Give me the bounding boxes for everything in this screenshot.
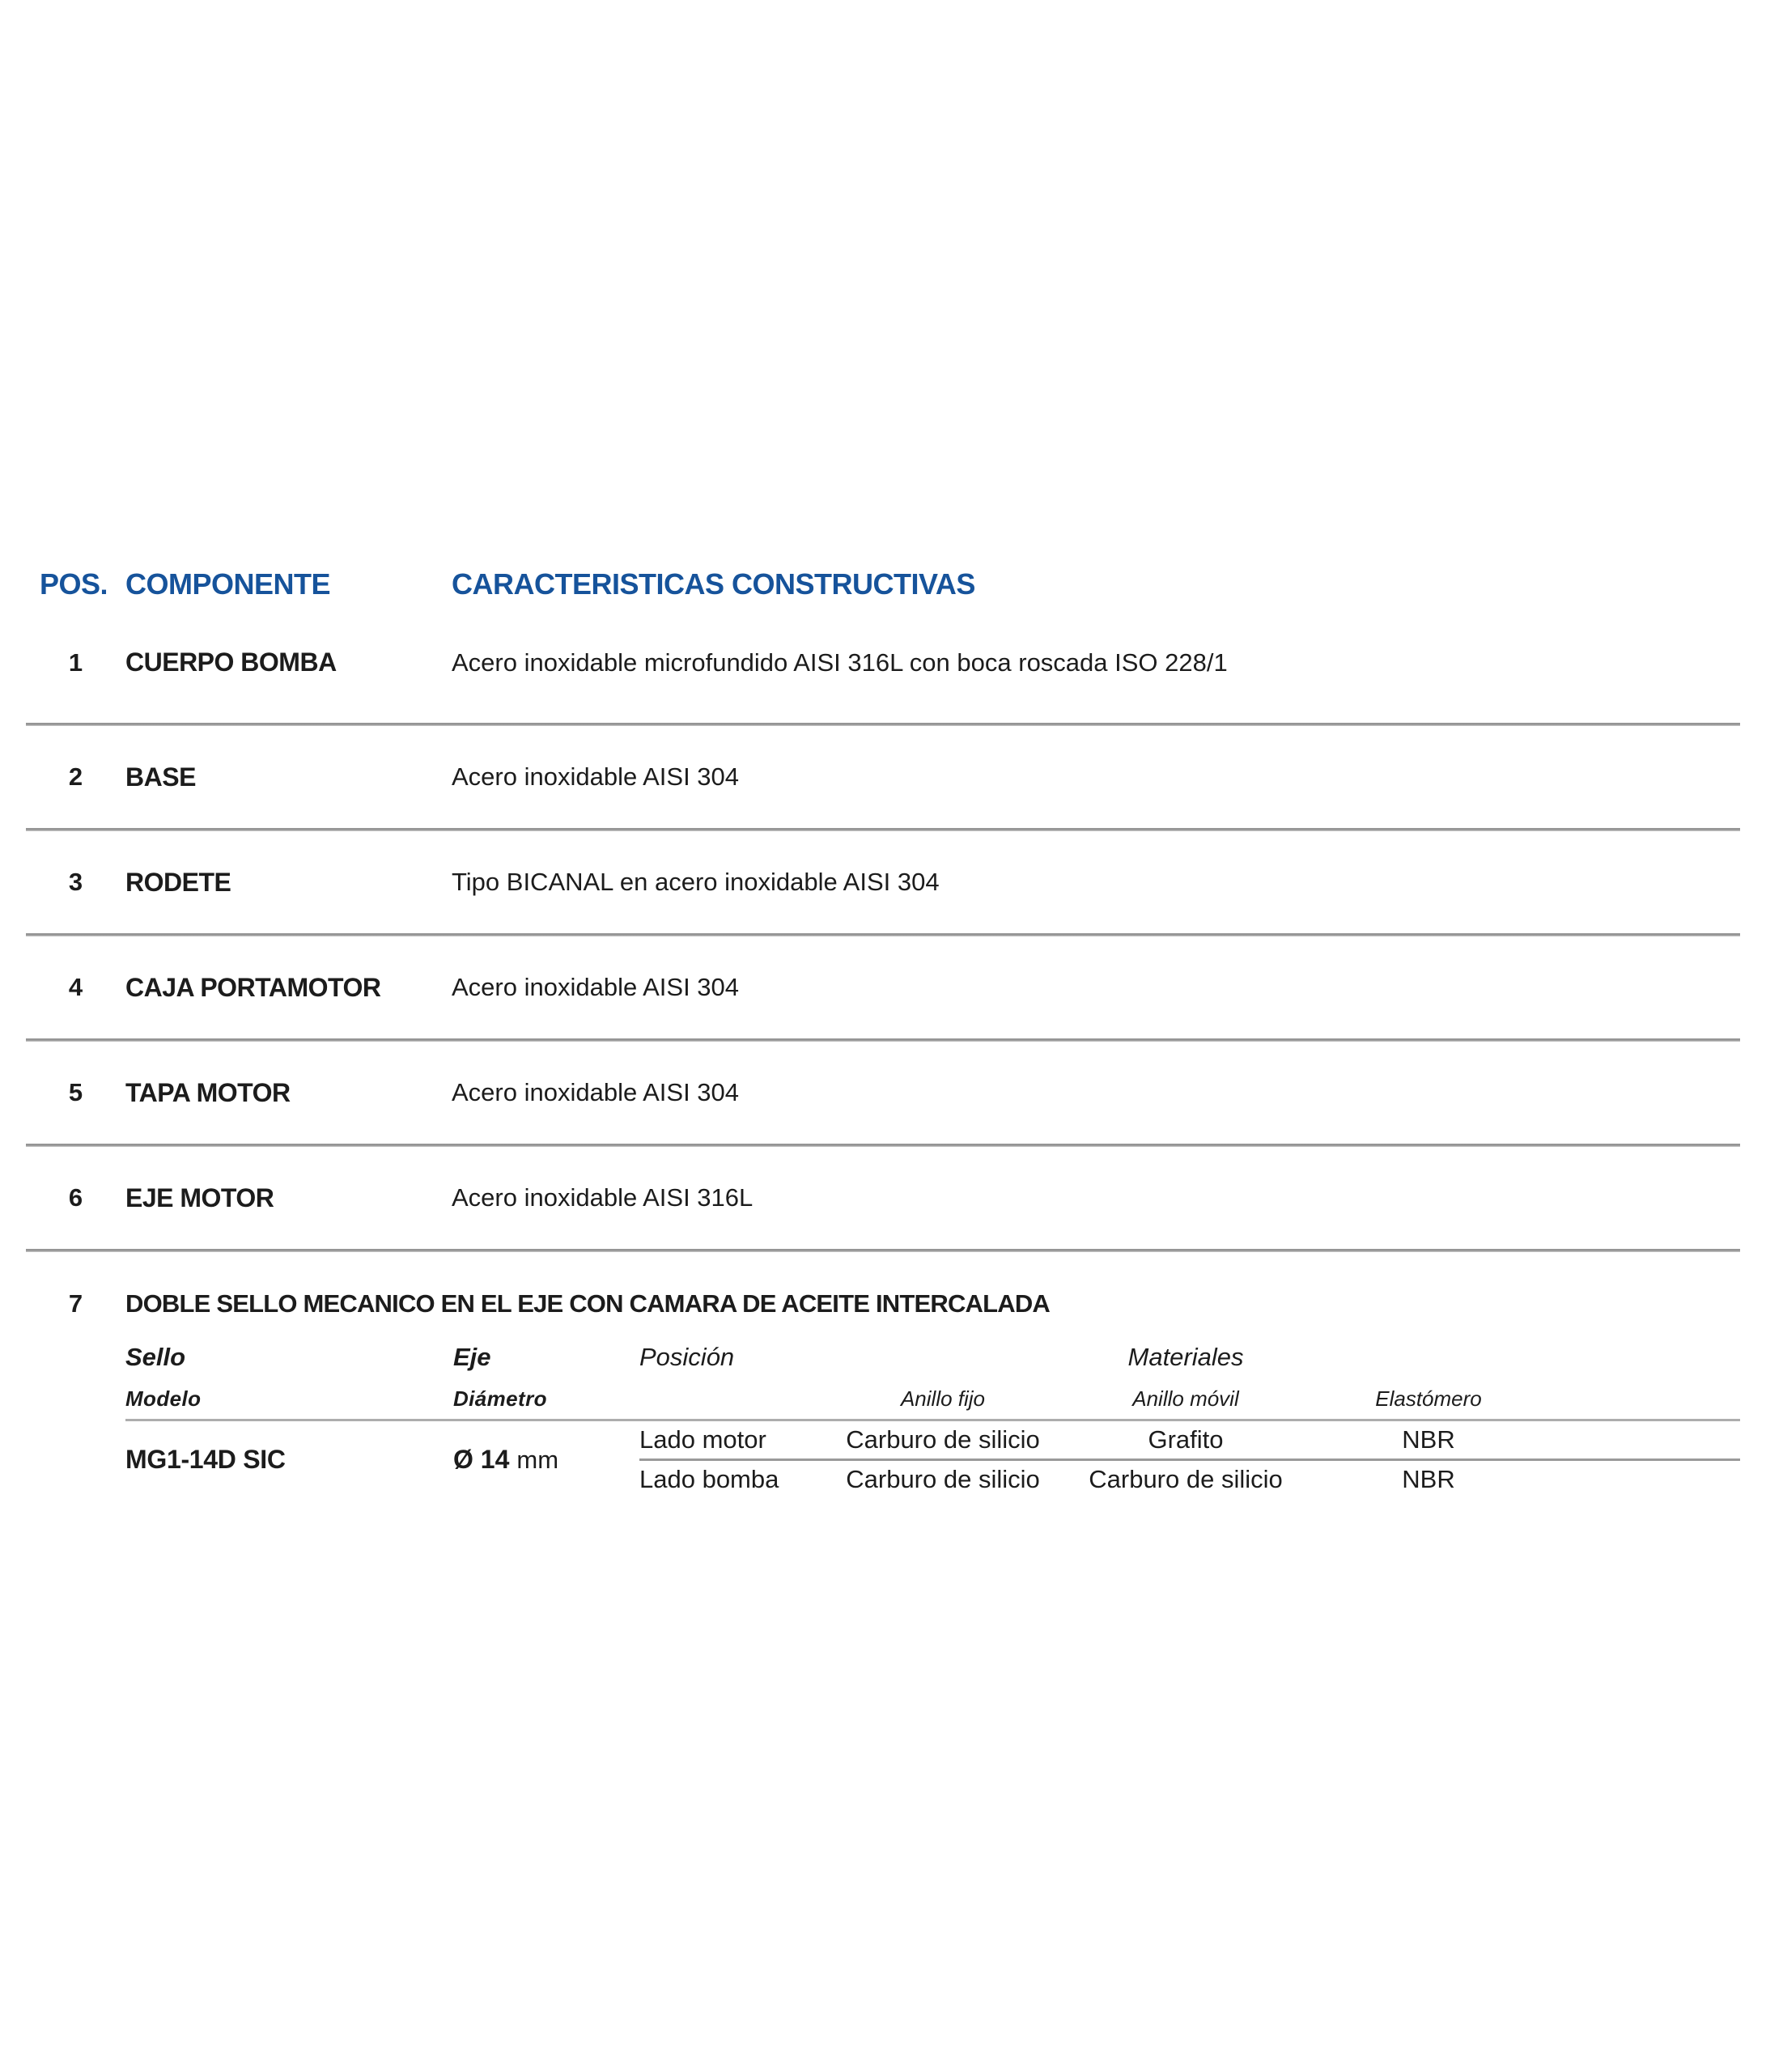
- header-componente: COMPONENTE: [125, 567, 331, 601]
- component-name: CUERPO BOMBA: [125, 648, 337, 677]
- seal-motor-anillo-movil: Grafito: [1148, 1425, 1224, 1454]
- seal-motor-elastomero: NBR: [1402, 1425, 1455, 1454]
- row-number: 7: [68, 1289, 83, 1318]
- component-name: TAPA MOTOR: [125, 1077, 291, 1107]
- seal-position-motor: Lado motor: [639, 1425, 766, 1454]
- seal-bomba-elastomero: NBR: [1402, 1465, 1455, 1493]
- seal-bomba-anillo-fijo: Carburo de silicio: [846, 1465, 1040, 1493]
- component-row-7: [26, 1252, 1740, 1318]
- seal-subheader-modelo: Modelo: [125, 1386, 202, 1411]
- component-row-4: [26, 936, 1740, 1038]
- component-row-1: [26, 602, 1740, 723]
- diameter-value: Ø 14: [453, 1445, 510, 1474]
- table-header-row: [26, 567, 1740, 602]
- component-row-2: [26, 726, 1740, 828]
- component-description: Acero inoxidable AISI 304: [452, 973, 740, 1001]
- seal-subheader-elastomero: Elastómero: [1375, 1386, 1482, 1411]
- row-number: 4: [68, 973, 83, 1001]
- component-row-3: [26, 831, 1740, 933]
- seal-header-divider: [125, 1419, 1740, 1421]
- row-number: 2: [68, 762, 83, 791]
- seal-subheader-anillo-fijo: Anillo fijo: [900, 1386, 986, 1411]
- seal-shaft-diameter: [453, 1445, 639, 1475]
- row-number: 3: [68, 868, 83, 896]
- seal-header-sello: Sello: [125, 1343, 186, 1371]
- row7-title: DOBLE SELLO MECANICO EN EL EJE CON CAMARA DE ACEITE INTERCALADA: [125, 1289, 1051, 1318]
- components-table: [26, 0, 1740, 1498]
- seal-sub-table: [125, 1336, 1740, 1498]
- component-description: Acero inoxidable AISI 304: [452, 1078, 740, 1106]
- header-caracteristicas: CARACTERISTICAS CONSTRUCTIVAS: [452, 567, 975, 601]
- seal-header-materiales: Materiales: [1127, 1343, 1244, 1371]
- diameter-unit: mm: [516, 1446, 559, 1474]
- seal-header-eje: Eje: [453, 1343, 491, 1371]
- seal-motor-anillo-fijo: Carburo de silicio: [846, 1425, 1040, 1454]
- seal-row-divider: [639, 1458, 1740, 1461]
- component-name: EJE MOTOR: [125, 1182, 274, 1212]
- seal-subheader-diametro: Diámetro: [453, 1386, 547, 1411]
- component-description: Tipo BICANAL en acero inoxidable AISI 304: [452, 868, 940, 896]
- seal-header-posicion: Posición: [639, 1343, 735, 1371]
- component-description: Acero inoxidable AISI 316L: [452, 1183, 754, 1212]
- component-description: Acero inoxidable microfundido AISI 316L con boca roscada ISO 228/1: [452, 648, 1228, 677]
- component-row-5: [26, 1042, 1740, 1144]
- header-pos: POS.: [40, 567, 108, 601]
- seal-subheader-anillo-movil: Anillo móvil: [1132, 1386, 1239, 1411]
- component-name: RODETE: [125, 867, 231, 897]
- row-number: 6: [68, 1183, 83, 1212]
- component-description: Acero inoxidable AISI 304: [452, 762, 740, 791]
- row-number: 1: [68, 648, 83, 677]
- seal-bomba-anillo-movil: Carburo de silicio: [1089, 1465, 1283, 1493]
- seal-position-bomba: Lado bomba: [639, 1465, 779, 1493]
- component-name: CAJA PORTAMOTOR: [125, 972, 381, 1002]
- row-number: 5: [68, 1078, 83, 1106]
- component-name: BASE: [125, 762, 196, 792]
- component-row-6: [26, 1147, 1740, 1249]
- seal-model: MG1-14D SIC: [125, 1445, 286, 1474]
